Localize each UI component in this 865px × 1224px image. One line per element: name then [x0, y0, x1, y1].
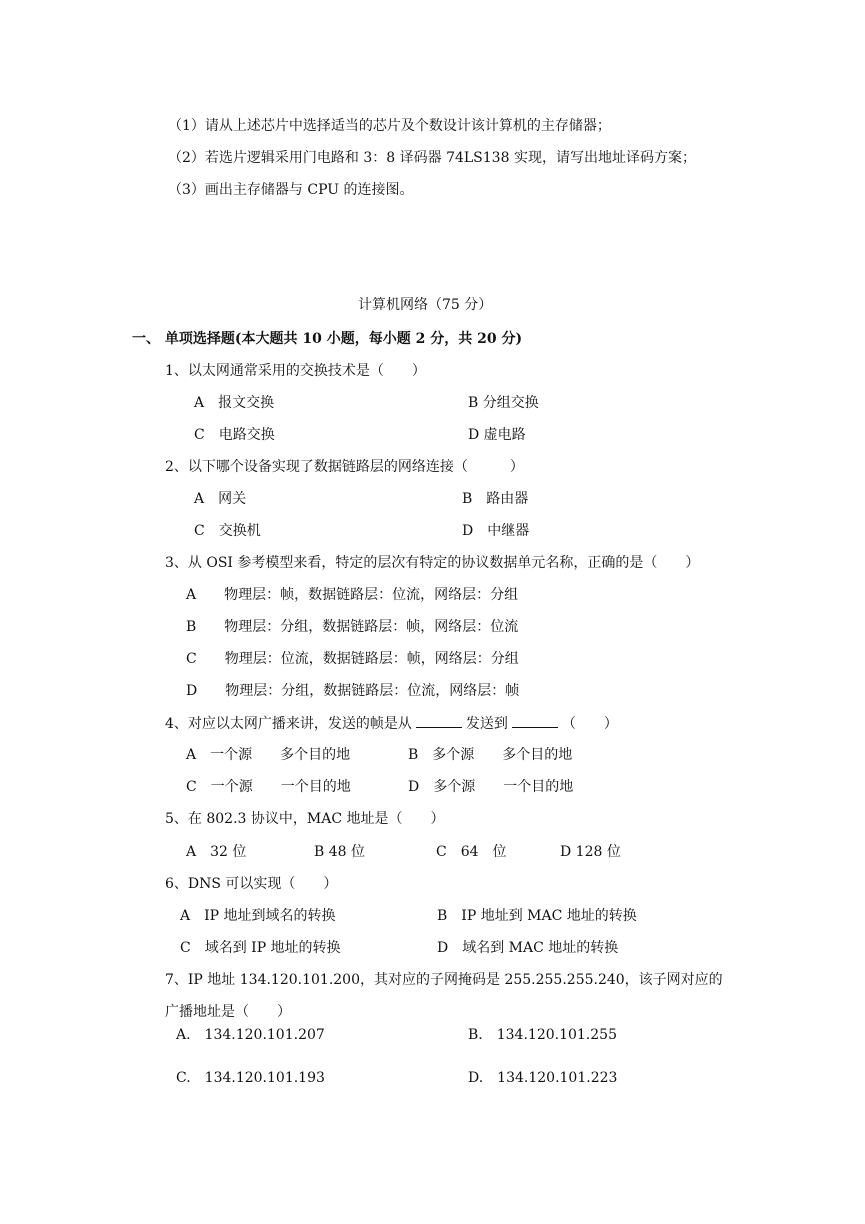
question-2-option-d: D 中继器 — [462, 523, 530, 539]
question-6-option-b: B IP 地址到 MAC 地址的转换 — [437, 908, 637, 924]
question-2-option-c: C 交换机 — [194, 523, 261, 539]
question-4-stem-part-c: （ ） — [561, 716, 618, 732]
question-6-option-d: D 域名到 MAC 地址的转换 — [437, 940, 619, 956]
answer-blank — [416, 714, 462, 728]
question-5-stem: 5、在 802.3 协议中，MAC 地址是（ ） — [165, 811, 445, 827]
question-5-option-d: D 128 位 — [560, 844, 621, 860]
question-7-stem: 7、IP 地址 134.120.101.200，其对应的子网掩码是 255.255.255.240，该子网对应的 — [165, 972, 723, 988]
question-7-option-a: A. 134.120.101.207 — [176, 1027, 325, 1043]
question-4-stem-part-b: 发送到 — [465, 716, 508, 732]
question-3-stem: 3、从 OSI 参考模型来看，特定的层次有特定的协议数据单元名称，正确的是（ ） — [165, 555, 700, 571]
question-3-option-b: B 物理层：分组，数据链路层：帧，网络层：位流 — [186, 619, 519, 635]
question-6-option-a: A IP 地址到域名的转换 — [180, 908, 336, 924]
question-3-option-a: A 物理层：帧，数据链路层：位流，网络层：分组 — [186, 587, 519, 603]
question-2-stem: 2、以下哪个设备实现了数据链路层的网络连接（ ） — [165, 459, 524, 475]
question-1-option-a: A 报文交换 — [194, 395, 275, 411]
question-7-stem-continued: 广播地址是（ ） — [165, 1004, 291, 1020]
question-6-stem: 6、DNS 可以实现（ ） — [165, 876, 338, 892]
question-6-option-c: C 域名到 IP 地址的转换 — [180, 940, 341, 956]
question-1-stem: 1、以太网通常采用的交换技术是（ ） — [165, 363, 426, 379]
question-1-option-d: D 虚电路 — [468, 427, 526, 443]
question-5-option-a: A 32 位 — [186, 844, 247, 860]
question-4-option-a: A 一个源 多个目的地 — [186, 747, 351, 763]
question-3-option-d: D 物理层：分组，数据链路层：位流，网络层：帧 — [186, 683, 520, 699]
question-1-option-b: B 分组交换 — [468, 395, 539, 411]
intro-q2: （2）若选片逻辑采用门电路和 3：8 译码器 74LS138 实现，请写出地址译码方案； — [168, 150, 696, 166]
question-5-option-b: B 48 位 — [314, 844, 366, 860]
question-4-option-d: D 多个源 一个目的地 — [408, 779, 574, 795]
question-4-stem-part-a: 4、对应以太网广播来讲，发送的帧是从 — [165, 716, 412, 732]
question-5-option-c: C 64 位 — [436, 844, 507, 860]
question-2-option-a: A 网关 — [194, 491, 247, 507]
question-7-option-b: B. 134.120.101.255 — [468, 1027, 617, 1043]
question-4-option-c: C 一个源 一个目的地 — [186, 779, 351, 795]
answer-blank — [512, 714, 558, 728]
question-7-option-d: D. 134.120.101.223 — [468, 1070, 618, 1086]
section-title: 计算机网络（75 分） — [358, 297, 493, 313]
intro-q3: （3）画出主存储器与 CPU 的连接图。 — [168, 182, 414, 198]
question-3-option-c: C 物理层：位流，数据链路层：帧，网络层：分组 — [186, 651, 519, 667]
question-7-option-c: C. 134.120.101.193 — [176, 1070, 325, 1086]
question-2-option-b: B 路由器 — [462, 491, 529, 507]
question-1-option-c: C 电路交换 — [194, 427, 275, 443]
question-4-option-b: B 多个源 多个目的地 — [408, 747, 573, 763]
intro-q1: （1）请从上述芯片中选择适当的芯片及个数设计该计算机的主存储器； — [168, 118, 611, 134]
section-heading: 一、 单项选择题(本大题共 10 小题，每小题 2 分，共 20 分) — [132, 331, 523, 347]
question-4-stem — [165, 714, 618, 733]
